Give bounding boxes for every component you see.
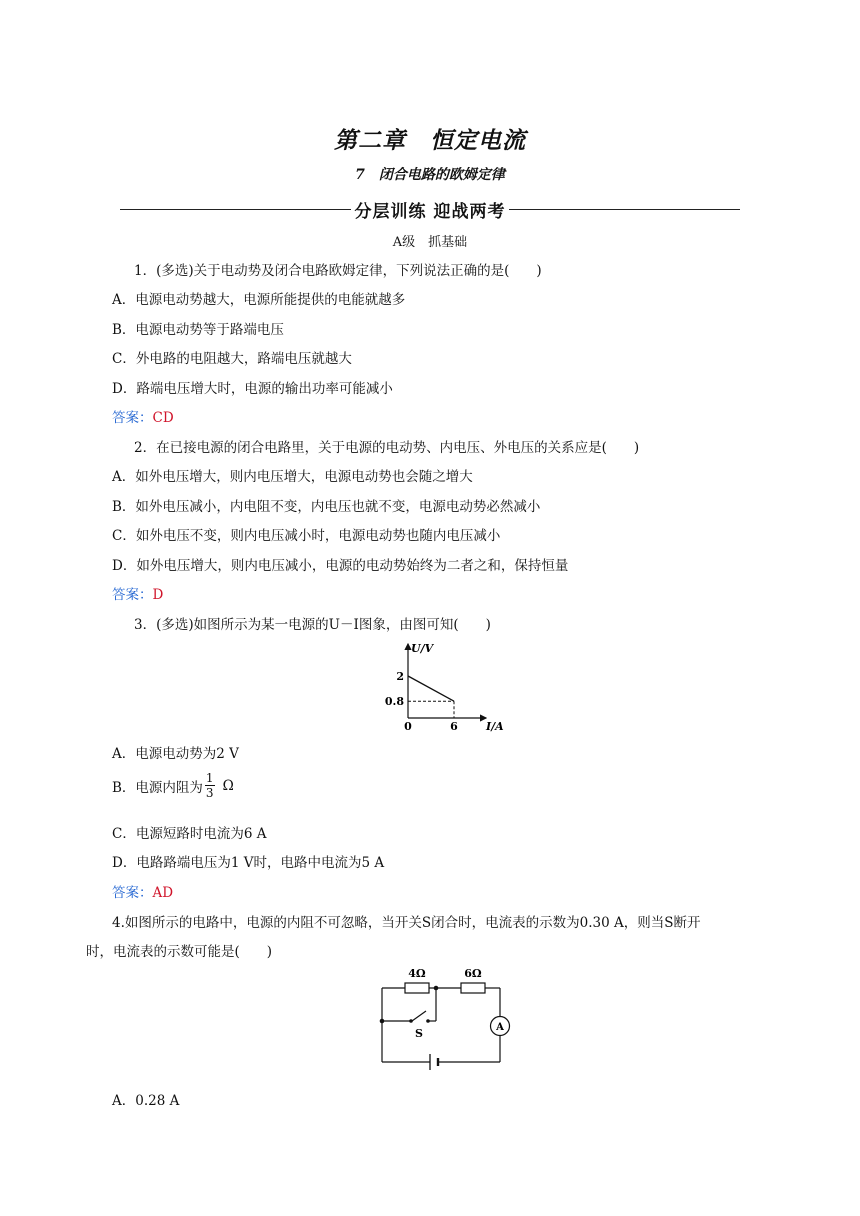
section-banner (120, 196, 740, 222)
q3-answer (112, 881, 173, 901)
q3-option-d: D．电路路端电压为1 V时，电路中电流为5 A (112, 855, 385, 871)
q1-option-a: A．电源电动势越大，电源所能提供的电能就越多 (112, 292, 406, 308)
ui-graph (350, 636, 520, 732)
banner-right-rule (509, 209, 740, 210)
junction-dot (380, 1019, 385, 1024)
q2-option-c: C．如外电压不变，则内电压减小时，电源电动势也随内电压减小 (112, 528, 501, 544)
switch-blade (412, 1011, 426, 1021)
q2-option-a: A．如外电压增大，则内电压增大，电源电动势也会随之增大 (112, 469, 473, 485)
fraction-numerator: 1 (205, 771, 214, 785)
section-title: 7 闭合电路的欧姆定律 (355, 167, 505, 183)
q1-option-b: B．电源电动势等于路端电压 (112, 322, 284, 338)
x-tick-label: 6 (450, 720, 458, 732)
series-line (408, 676, 454, 701)
y-tick-label: 2 (396, 670, 404, 683)
q4-stem-line2: 时，电流表的示数可能是( ) (86, 944, 273, 960)
x-tick-label: 0 (404, 720, 412, 732)
answer-label: 答案： (112, 410, 153, 426)
q3-option-b (112, 771, 234, 800)
banner-text: 分层训练 迎战两考 (354, 201, 506, 222)
q1-option-c: C．外电路的电阻越大，路端电压就越大 (112, 351, 352, 367)
q1-option-d: D．路端电压增大时，电源的输出功率可能减小 (112, 381, 393, 397)
resistor-right-label: 6Ω (464, 967, 482, 980)
y-tick-label: 0.8 (384, 695, 404, 709)
junction-dot (434, 986, 439, 991)
q2-answer (112, 583, 163, 603)
switch-contact (409, 1019, 413, 1023)
resistor-4-ohm (405, 983, 429, 993)
switch-contact (426, 1019, 430, 1023)
q1-stem: 1．(多选)关于电动势及闭合电路欧姆定律，下列说法正确的是( ) (134, 263, 542, 279)
level-heading: A级 抓基础 (392, 235, 468, 250)
q3-option-b-text: B．电源内阻为 (112, 779, 203, 796)
q2-option-b: B．如外电压减小，内电阻不变，内电压也就不变，电源电动势必然减小 (112, 499, 541, 515)
resistor-6-ohm (461, 983, 485, 993)
fraction (205, 771, 215, 800)
q2-option-d: D．如外电压增大，则内电压减小，电源的电动势始终为二者之和，保持恒量 (112, 558, 569, 574)
resistor-left-label: 4Ω (408, 967, 426, 980)
unit-ohm: Ω (222, 777, 234, 794)
ammeter-label: A (496, 1022, 504, 1033)
chapter-title: 第二章 恒定电流 (334, 127, 526, 154)
q3-option-a: A．电源电动势为2 V (112, 746, 239, 762)
q1-answer (112, 406, 174, 426)
fraction-denominator: 3 (205, 786, 214, 800)
q4-stem-line1: 4.如图所示的电路中，电源的内阻不可忽略，当开关S闭合时，电流表的示数为0.30 A，则当S断开 (112, 915, 701, 931)
switch-label: S (415, 1027, 423, 1040)
circuit-diagram (372, 964, 516, 1080)
y-axis-label: U/V (411, 642, 434, 655)
q3-stem: 3．(多选)如图所示为某一电源的U－I图象，由图可知( ) (134, 617, 491, 633)
answer-value: CD (152, 410, 174, 426)
q2-stem: 2．在已接电源的闭合电路里，关于电源的电动势、内电压、外电压的关系应是( ) (134, 440, 640, 456)
answer-value: AD (152, 885, 174, 901)
answer-label: 答案： (112, 885, 153, 901)
banner-left-rule (120, 209, 351, 210)
answer-label: 答案： (112, 587, 153, 603)
q4-option-a: A．0.28 A (112, 1093, 180, 1109)
x-axis-label: I/A (486, 720, 504, 732)
answer-value: D (152, 587, 164, 603)
q3-option-c: C．电源短路时电流为6 A (112, 826, 267, 842)
